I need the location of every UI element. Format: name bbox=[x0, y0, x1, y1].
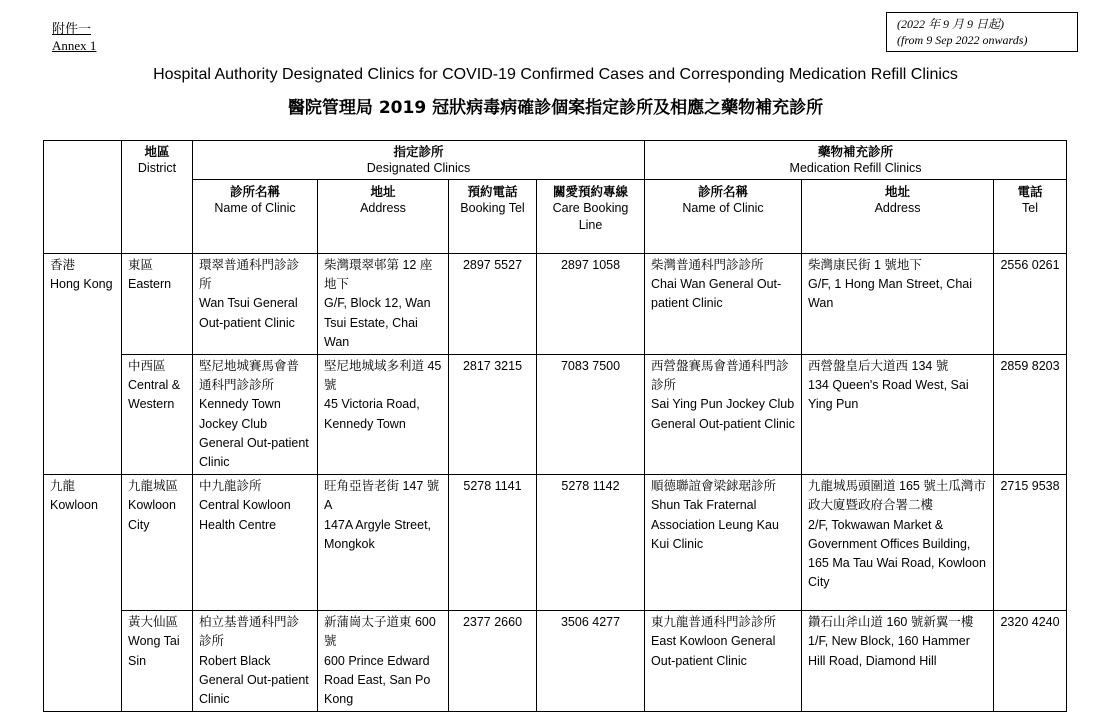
booking-tel-cell: 2897 5527 bbox=[449, 254, 537, 355]
care-booking-cell: 3506 4277 bbox=[537, 611, 645, 712]
header-refill-address: 地址 Address bbox=[802, 180, 994, 254]
clinics-table bbox=[43, 140, 1067, 712]
district-cell: 中西區 Central & Western bbox=[122, 355, 193, 475]
refill-tel-cell: 2715 9538 bbox=[994, 475, 1067, 611]
effective-date-en: (from 9 Sep 2022 onwards) bbox=[897, 33, 1028, 47]
refill-tel-cell: 2320 4240 bbox=[994, 611, 1067, 712]
table-row bbox=[44, 611, 1067, 712]
header-address: 地址 Address bbox=[318, 180, 449, 254]
clinic-address-cell: 旺角亞皆老街 147 號 A 147A Argyle Street, Mongkok bbox=[318, 475, 449, 611]
header-designated-clinics: 指定診所 Designated Clinics bbox=[193, 141, 645, 180]
header-row-groups bbox=[44, 141, 1067, 180]
refill-clinic-cell: 西營盤賽馬會普通科門診診所 Sai Ying Pun Jockey Club General Out-patient Clinic bbox=[645, 355, 802, 475]
header-name-of-clinic: 診所名稱 Name of Clinic bbox=[193, 180, 318, 254]
clinic-name-cell: 堅尼地城賽馬會普通科門診診所 Kennedy Town Jockey Club General Out-patient Clinic bbox=[193, 355, 318, 475]
header-tel: 電話 Tel bbox=[994, 180, 1067, 254]
care-booking-cell: 7083 7500 bbox=[537, 355, 645, 475]
care-booking-cell: 2897 1058 bbox=[537, 254, 645, 355]
booking-tel-cell: 5278 1141 bbox=[449, 475, 537, 611]
effective-date-zh: (2022 年 9 月 9 日起) bbox=[897, 17, 1004, 31]
table-row bbox=[44, 254, 1067, 355]
refill-address-cell: 鑽石山斧山道 160 號新翼一樓 1/F, New Block, 160 Hammer Hill Road, Diamond Hill bbox=[802, 611, 994, 712]
header-refill-name-of-clinic: 診所名稱 Name of Clinic bbox=[645, 180, 802, 254]
refill-tel-cell: 2859 8203 bbox=[994, 355, 1067, 475]
region-cell: 九龍 Kowloon bbox=[44, 475, 122, 712]
clinic-name-cell: 環翠普通科門診診所 Wan Tsui General Out-patient Clinic bbox=[193, 254, 318, 355]
refill-address-cell: 西營盤皇后大道西 134 號 134 Queen's Road West, Sai Ying Pun bbox=[802, 355, 994, 475]
title-english: Hospital Authority Designated Clinics for COVID-19 Confirmed Cases and Corresponding Medication Refill Clinics bbox=[153, 66, 958, 83]
clinic-address-cell: 柴灣環翠邨第 12 座地下 G/F, Block 12, Wan Tsui Estate, Chai Wan bbox=[318, 254, 449, 355]
annex-zh: 附件一 bbox=[52, 21, 92, 36]
care-booking-cell: 5278 1142 bbox=[537, 475, 645, 611]
district-cell: 黃大仙區 Wong Tai Sin bbox=[122, 611, 193, 712]
booking-tel-cell: 2377 2660 bbox=[449, 611, 537, 712]
clinic-address-cell: 堅尼地城域多利道 45 號 45 Victoria Road, Kennedy Town bbox=[318, 355, 449, 475]
table-row bbox=[44, 355, 1067, 475]
annex-label bbox=[52, 20, 96, 54]
refill-clinic-cell: 順德聯誼會梁銶琚診所 Shun Tak Fraternal Association Leung Kau Kui Clinic bbox=[645, 475, 802, 611]
clinic-name-cell: 中九龍診所 Central Kowloon Health Centre bbox=[193, 475, 318, 611]
header-care-booking-line: 關愛預約專線 Care Booking Line bbox=[537, 180, 645, 254]
refill-clinic-cell: 柴灣普通科門診診所 Chai Wan General Out-patient Clinic bbox=[645, 254, 802, 355]
clinic-name-cell: 柏立基普通科門診診所 Robert Black General Out-patient Clinic bbox=[193, 611, 318, 712]
refill-tel-cell: 2556 0261 bbox=[994, 254, 1067, 355]
table-row bbox=[44, 475, 1067, 611]
refill-address-cell: 九龍城馬頭圍道 165 號土瓜灣市政大廈暨政府合署二樓 2/F, Tokwawan Market & Government Offices Building, 165 Ma Tau Wai Road, Kowloon City bbox=[802, 475, 994, 611]
clinic-address-cell: 新蒲崗太子道東 600 號 600 Prince Edward Road East, San Po Kong bbox=[318, 611, 449, 712]
header-medication-refill-clinics: 藥物補充診所 Medication Refill Clinics bbox=[645, 141, 1067, 180]
title-chinese: 醫院管理局 2019 冠狀病毒病確診個案指定診所及相應之藥物補充診所 bbox=[287, 98, 824, 118]
header-booking-tel: 預約電話 Booking Tel bbox=[449, 180, 537, 254]
refill-address-cell: 柴灣康民街 1 號地下 G/F, 1 Hong Man Street, Chai Wan bbox=[802, 254, 994, 355]
effective-date-box bbox=[886, 12, 1078, 52]
annex-en: Annex 1 bbox=[52, 38, 97, 53]
header-district: 地區 District bbox=[122, 141, 193, 254]
region-cell: 香港 Hong Kong bbox=[44, 254, 122, 475]
district-cell: 東區 Eastern bbox=[122, 254, 193, 355]
header-region bbox=[44, 141, 122, 254]
header-row-columns bbox=[44, 180, 1067, 254]
refill-clinic-cell: 東九龍普通科門診診所 East Kowloon General Out-patient Clinic bbox=[645, 611, 802, 712]
district-cell: 九龍城區 Kowloon City bbox=[122, 475, 193, 611]
booking-tel-cell: 2817 3215 bbox=[449, 355, 537, 475]
